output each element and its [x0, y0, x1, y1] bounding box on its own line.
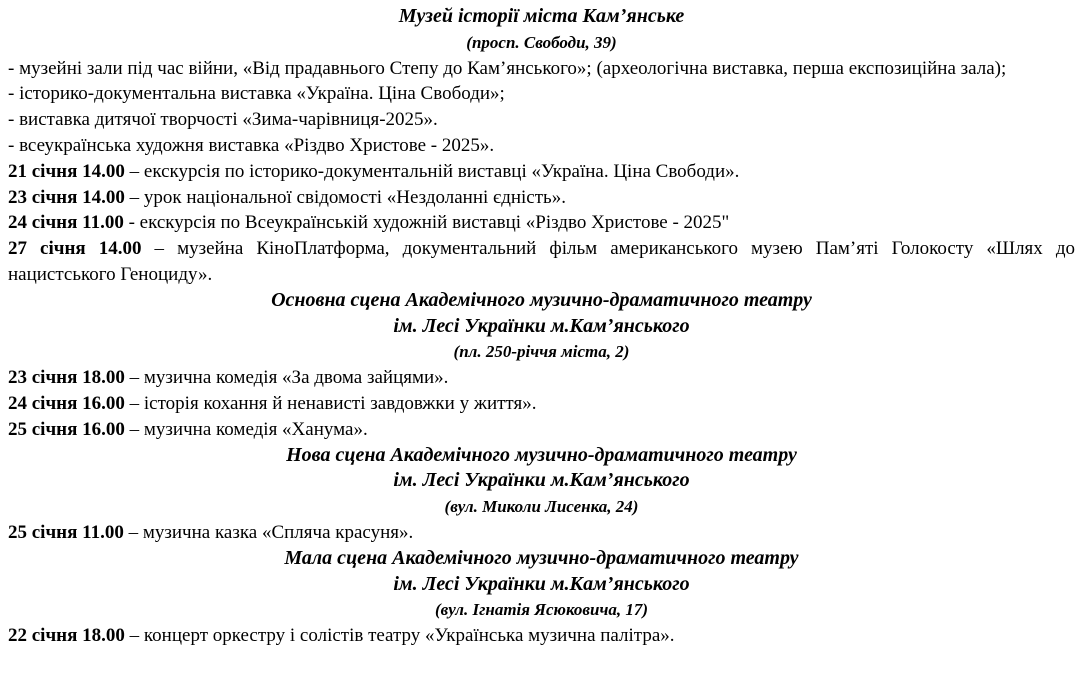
main-stage-title: Основна сцена Академічного музично-драматичного театру: [271, 288, 812, 311]
event-date: 24 січня 11.00: [8, 212, 124, 234]
event-desc: – концерт оркестру і солістів театру «Українська музична палітра».: [124, 625, 675, 647]
event-desc: – екскурсія по історико-документальній виставці «Україна. Ціна Свободи».: [124, 160, 740, 182]
exhibit-item: - музейні зали під час війни, «Від прадавнього Степу до Кам’янського»; (археологічна виставка, перша експозиційна зала);: [8, 57, 1007, 79]
event-date: 23 січня 14.00: [8, 186, 125, 208]
event-date: 25 січня 11.00: [8, 521, 124, 543]
event-date: 23 січня 18.00: [8, 367, 125, 389]
event-desc: – музична комедія «За двома зайцями».: [124, 367, 449, 389]
event-line: [8, 236, 1075, 288]
event-line: [8, 159, 1075, 185]
event-line: [8, 391, 1075, 417]
exhibit-item: - всеукраїнська художня виставка «Різдво Христове - 2025».: [8, 134, 495, 156]
new-stage-title-line2: ім. Лесі Українки м.Кам’янського: [393, 469, 690, 492]
event-desc: – історія кохання й ненависті завдовжки у життя».: [124, 392, 537, 414]
event-line: [8, 210, 1075, 236]
exhibit-item: - історико-документальна виставка «Україна. Ціна Свободи»;: [8, 83, 505, 105]
museum-title: Музей історії міста Кам’янське: [398, 5, 685, 27]
event-desc: – музична казка «Спляча красуня».: [123, 521, 414, 543]
event-date: 25 січня 16.00: [8, 418, 125, 440]
event-line: [8, 520, 1075, 546]
event-date: 24 січня 16.00: [8, 392, 125, 414]
new-stage-title: Нова сцена Академічного музично-драматичного театру: [286, 443, 797, 466]
event-desc: – музейна КіноПлатформа, документальний фільм американського музею Пам’яті Голокосту «Шлях до нацистського Геноциду».: [8, 238, 1076, 285]
event-line: [8, 365, 1075, 391]
main-stage-address: (пл. 250-річчя міста, 2): [453, 342, 630, 362]
small-stage-title-line2: ім. Лесі Українки м.Кам’янського: [393, 572, 690, 595]
section-new-stage: [8, 443, 1075, 546]
section-museum: [8, 4, 1075, 288]
event-date: 22 січня 18.00: [8, 625, 125, 647]
main-stage-title-line2: ім. Лесі Українки м.Кам’янського: [393, 314, 690, 337]
new-stage-address: (вул. Миколи Лисенка, 24): [444, 497, 639, 517]
museum-address: (просп. Свободи, 39): [466, 32, 617, 52]
exhibit-item: - виставка дитячої творчості «Зима-чарівниця-2025».: [8, 109, 438, 131]
event-date: 21 січня 14.00: [8, 160, 125, 182]
small-stage-address: (вул. Ігнатія Ясюковича, 17): [434, 600, 649, 620]
event-line: [8, 623, 1075, 649]
small-stage-title: Мала сцена Академічного музично-драматичного театру: [284, 546, 799, 569]
event-line: [8, 417, 1075, 443]
event-desc: - екскурсія по Всеукраїнській художній виставці «Різдво Христове - 2025": [123, 212, 730, 234]
event-date: 27 січня 14.00: [8, 238, 142, 260]
section-small-stage: [8, 546, 1075, 649]
event-line: [8, 185, 1075, 211]
section-main-stage: [8, 288, 1075, 443]
event-desc: – урок національної свідомості «Нездоланні єдність».: [124, 186, 566, 208]
event-desc: – музична комедія «Ханума».: [124, 418, 368, 440]
